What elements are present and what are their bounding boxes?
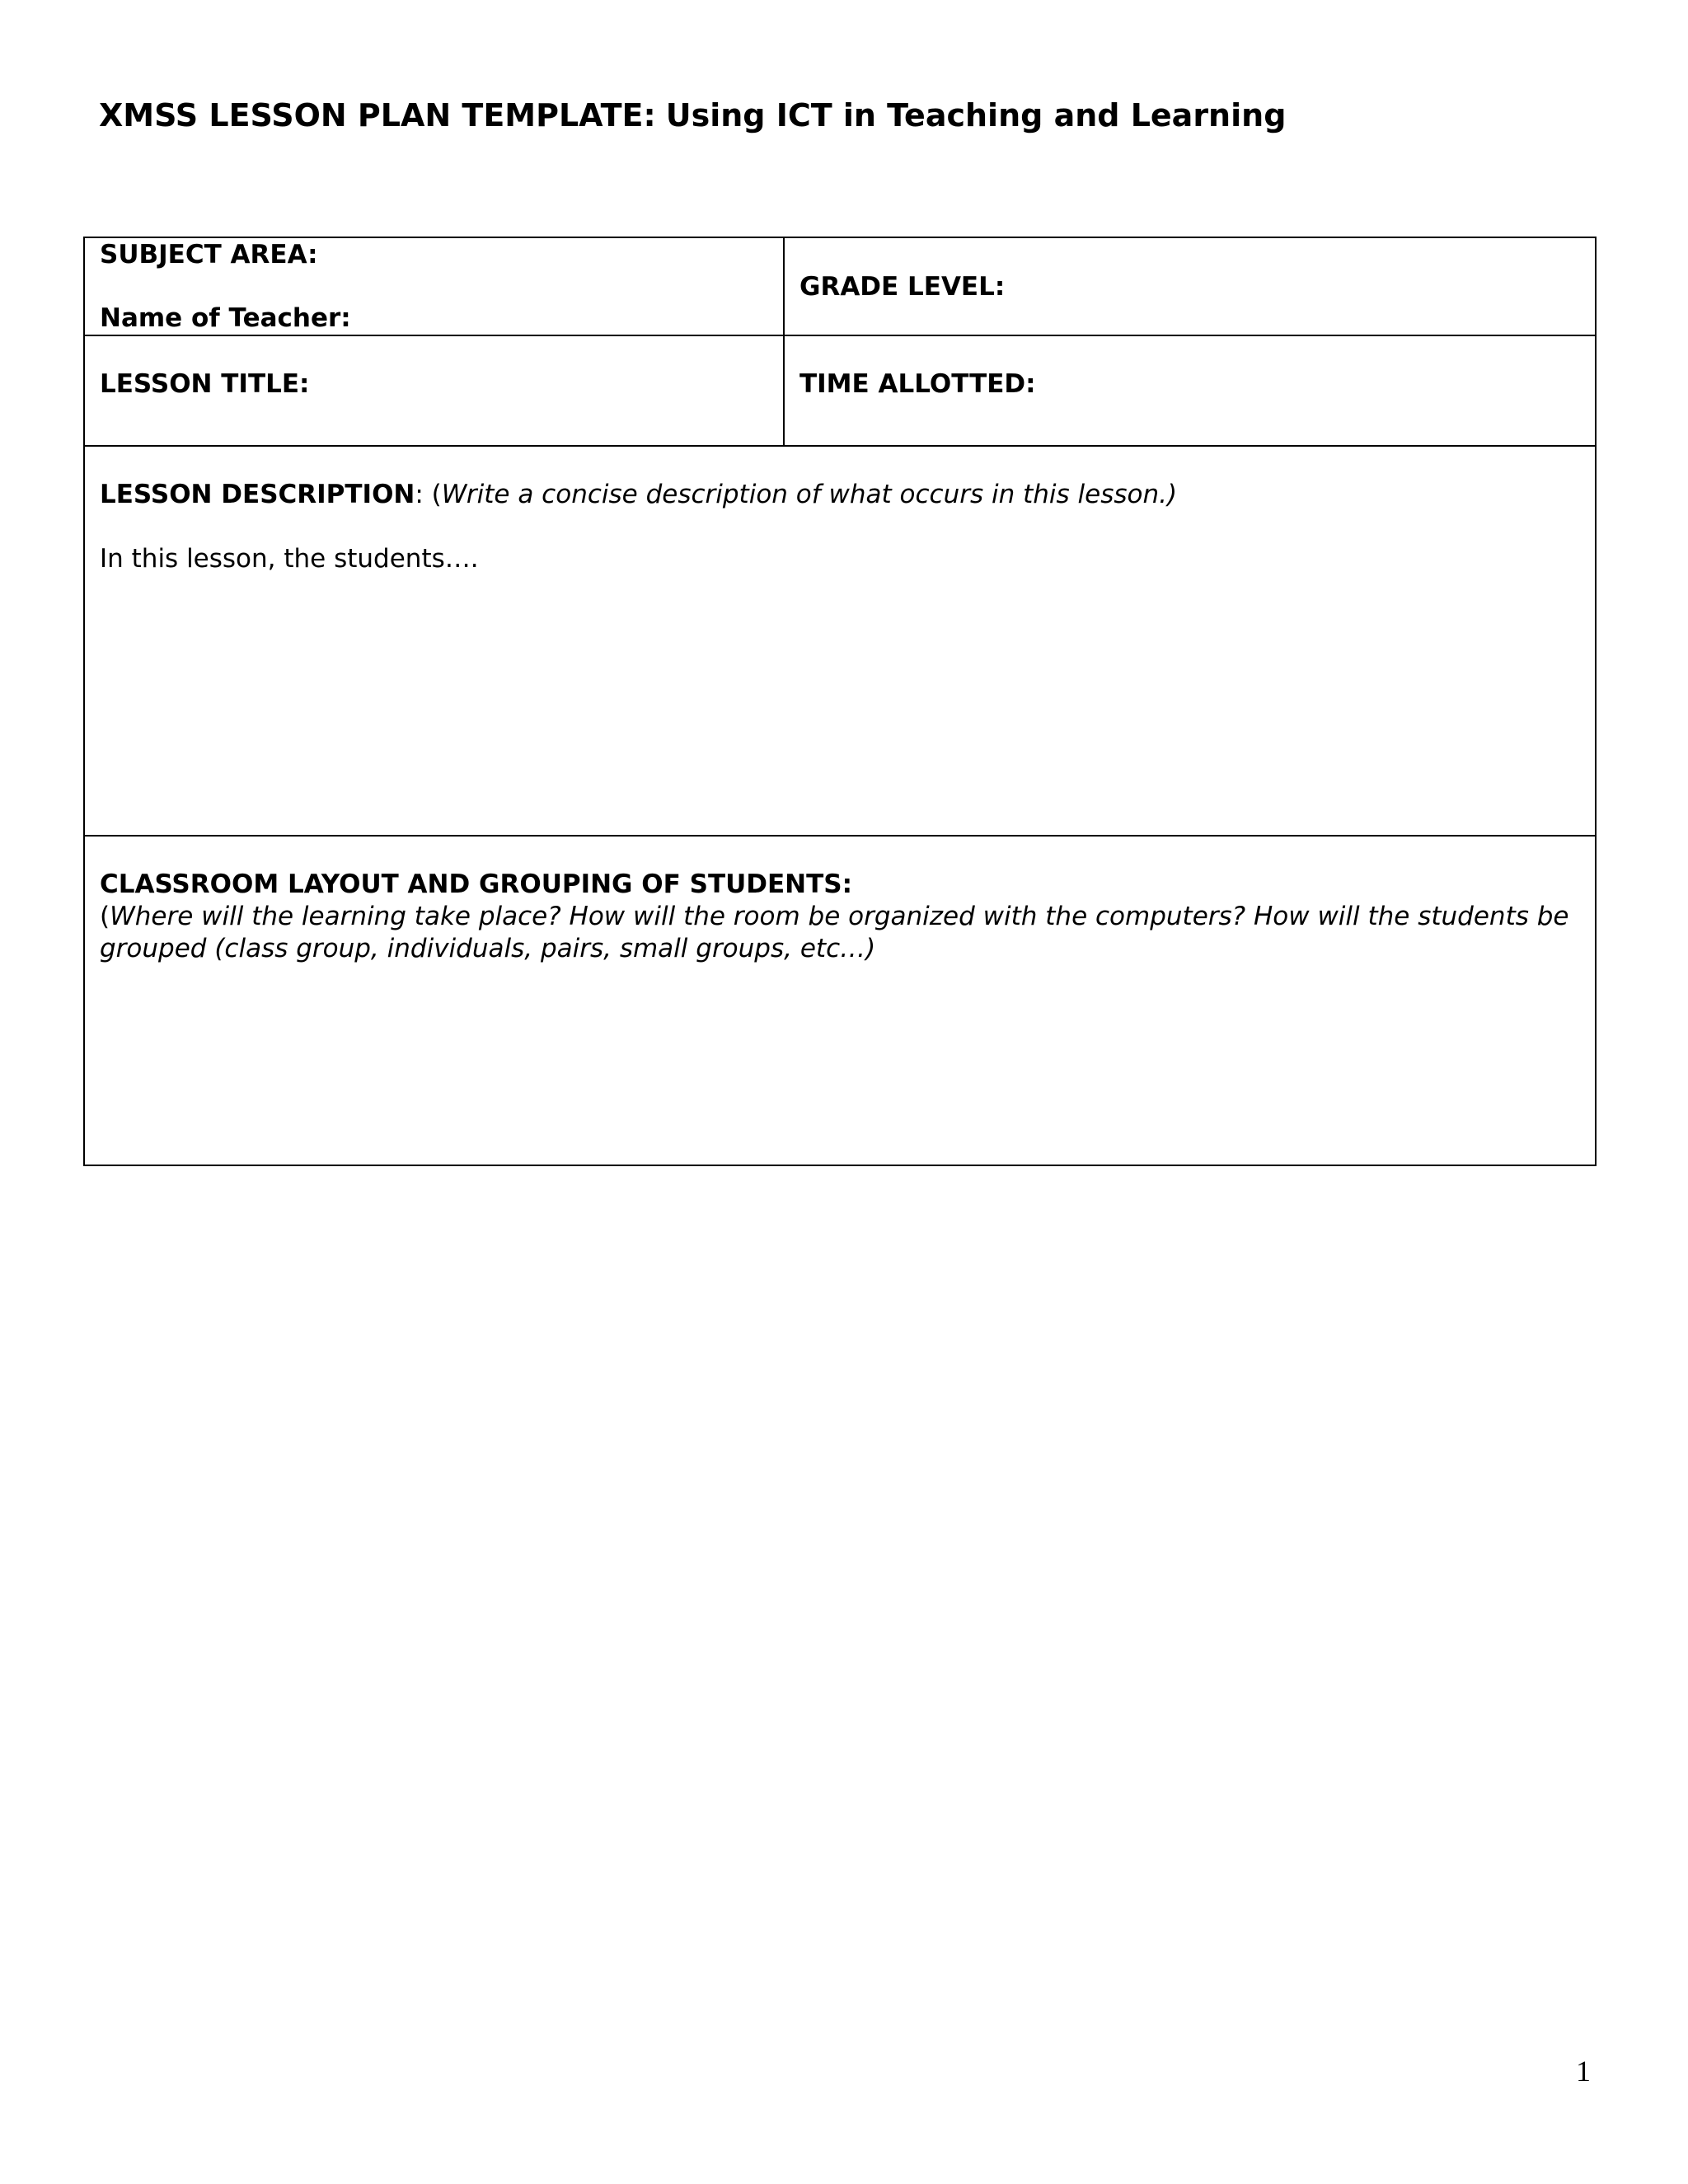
lesson-plan-table [83, 237, 1597, 1166]
document-title [99, 97, 1286, 134]
lesson-description-heading [100, 478, 1580, 511]
classroom-layout-cell [84, 836, 1596, 1165]
teacher-name-label: Name of Teacher: [100, 303, 351, 333]
lesson-description-separator: : ( [415, 480, 442, 509]
time-allotted-label: TIME ALLOTTED: [799, 369, 1036, 399]
time-allotted-cell [784, 335, 1596, 446]
lesson-title-label: LESSON TITLE: [100, 369, 310, 399]
title-subtitle: Using ICT in Teaching and Learning [665, 97, 1287, 134]
classroom-layout-label: CLASSROOM LAYOUT AND GROUPING OF STUDENTS: [100, 869, 852, 899]
lesson-description-label: LESSON DESCRIPTION [100, 480, 415, 509]
classroom-layout-hint-block [100, 901, 1580, 965]
subject-teacher-cell [84, 237, 784, 335]
table-row-title [84, 335, 1596, 446]
lesson-description-body: In this lesson, the students…. [100, 544, 479, 574]
title-main: XMSS LESSON PLAN TEMPLATE: [99, 97, 656, 134]
classroom-layout-hint-open: ( [100, 902, 110, 931]
grade-level-cell [784, 237, 1596, 335]
table-row-description [84, 446, 1596, 836]
grade-level-label: GRADE LEVEL: [799, 271, 1006, 302]
page-number: 1 [1576, 2055, 1591, 2088]
subject-area-label: SUBJECT AREA: [100, 240, 318, 269]
classroom-layout-hint: Where will the learning take place? How will the room be organized with the computers? How will the students be grouped (class group, individuals, pairs, small groups, etc…) [100, 902, 1569, 963]
lesson-title-cell [84, 335, 784, 446]
table-row-layout [84, 836, 1596, 1165]
lesson-description-cell [84, 446, 1596, 836]
lesson-description-hint: Write a concise description of what occurs in this lesson.) [441, 480, 1178, 509]
table-row-subject [84, 237, 1596, 335]
